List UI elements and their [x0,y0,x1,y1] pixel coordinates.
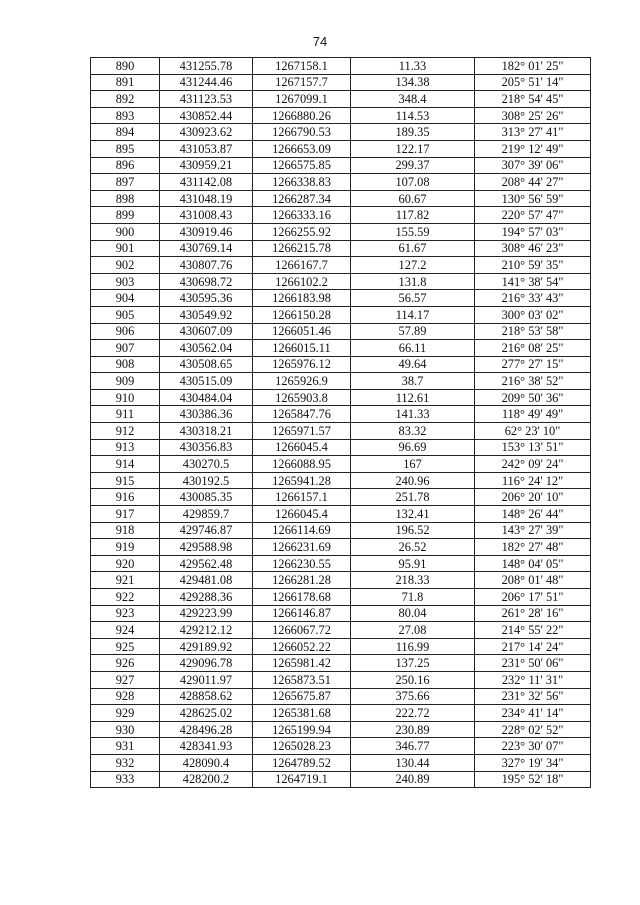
table-row [91,539,591,556]
bearing-cell: 182° 01' 25" [475,58,591,75]
bearing-cell: 218° 53' 58" [475,323,591,340]
table-row [91,754,591,771]
distance-cell: 218.33 [351,572,475,589]
bearing-cell: 141° 38' 54" [475,273,591,290]
bearing-cell: 153° 13' 51" [475,439,591,456]
point-number-cell: 930 [91,721,160,738]
table-row [91,688,591,705]
y-coordinate-cell: 1266338.83 [253,174,351,191]
table-row [91,140,591,157]
x-coordinate-cell: 428341.93 [160,738,253,755]
table-row [91,472,591,489]
point-number-cell: 928 [91,688,160,705]
point-number-cell: 901 [91,240,160,257]
bearing-cell: 232° 11' 31" [475,671,591,688]
bearing-cell: 116° 24' 12" [475,472,591,489]
bearing-cell: 218° 54' 45" [475,91,591,108]
bearing-cell: 242° 09' 24" [475,456,591,473]
distance-cell: 83.32 [351,423,475,440]
y-coordinate-cell: 1266231.69 [253,539,351,556]
y-coordinate-cell: 1266167.7 [253,257,351,274]
y-coordinate-cell: 1266102.2 [253,273,351,290]
distance-cell: 57.89 [351,323,475,340]
bearing-cell: 216° 33' 43" [475,290,591,307]
x-coordinate-cell: 429096.78 [160,655,253,672]
x-coordinate-cell: 430769.14 [160,240,253,257]
point-number-cell: 899 [91,207,160,224]
x-coordinate-cell: 428496.28 [160,721,253,738]
bearing-cell: 313° 27' 41" [475,124,591,141]
y-coordinate-cell: 1266045.4 [253,439,351,456]
point-number-cell: 919 [91,539,160,556]
table-row [91,638,591,655]
table-row [91,257,591,274]
distance-cell: 230.89 [351,721,475,738]
distance-cell: 122.17 [351,140,475,157]
table-row [91,174,591,191]
table-row [91,157,591,174]
distance-cell: 26.52 [351,539,475,556]
table-row [91,290,591,307]
table-row [91,738,591,755]
table-row [91,190,591,207]
y-coordinate-cell: 1264789.52 [253,754,351,771]
y-coordinate-cell: 1265675.87 [253,688,351,705]
x-coordinate-cell: 430959.21 [160,157,253,174]
bearing-cell: 205° 51' 14" [475,74,591,91]
distance-cell: 107.08 [351,174,475,191]
x-coordinate-cell: 430595.36 [160,290,253,307]
point-number-cell: 900 [91,223,160,240]
bearing-cell: 216° 08' 25" [475,340,591,357]
table-row [91,74,591,91]
bearing-cell: 216° 38' 52" [475,373,591,390]
point-number-cell: 926 [91,655,160,672]
y-coordinate-cell: 1266287.34 [253,190,351,207]
bearing-cell: 277° 27' 15" [475,356,591,373]
table-row [91,622,591,639]
x-coordinate-cell: 430508.65 [160,356,253,373]
table-row [91,124,591,141]
point-number-cell: 892 [91,91,160,108]
y-coordinate-cell: 1265941.28 [253,472,351,489]
point-number-cell: 911 [91,406,160,423]
bearing-cell: 143° 27' 39" [475,522,591,539]
y-coordinate-cell: 1266333.16 [253,207,351,224]
table-row [91,555,591,572]
distance-cell: 116.99 [351,638,475,655]
y-coordinate-cell: 1265028.23 [253,738,351,755]
bearing-cell: 219° 12' 49" [475,140,591,157]
bearing-cell: 195° 52' 18" [475,771,591,788]
x-coordinate-cell: 430549.92 [160,306,253,323]
distance-cell: 134.38 [351,74,475,91]
bearing-cell: 208° 44' 27" [475,174,591,191]
distance-cell: 222.72 [351,705,475,722]
y-coordinate-cell: 1266790.53 [253,124,351,141]
x-coordinate-cell: 429189.92 [160,638,253,655]
x-coordinate-cell: 429588.98 [160,539,253,556]
x-coordinate-cell: 430085.35 [160,489,253,506]
y-coordinate-cell: 1266230.55 [253,555,351,572]
bearing-cell: 308° 46' 23" [475,240,591,257]
table-row [91,721,591,738]
bearing-cell: 223° 30' 07" [475,738,591,755]
distance-cell: 96.69 [351,439,475,456]
bearing-cell: 234° 41' 14" [475,705,591,722]
table-row [91,240,591,257]
bearing-cell: 231° 32' 56" [475,688,591,705]
table-row [91,705,591,722]
x-coordinate-cell: 429746.87 [160,522,253,539]
x-coordinate-cell: 429223.99 [160,605,253,622]
bearing-cell: 214° 55' 22" [475,622,591,639]
x-coordinate-cell: 430562.04 [160,340,253,357]
bearing-cell: 220° 57' 47" [475,207,591,224]
distance-cell: 155.59 [351,223,475,240]
x-coordinate-cell: 431123.53 [160,91,253,108]
point-number-cell: 920 [91,555,160,572]
bearing-cell: 206° 20' 10" [475,489,591,506]
distance-cell: 141.33 [351,406,475,423]
table-row [91,323,591,340]
y-coordinate-cell: 1266281.28 [253,572,351,589]
x-coordinate-cell: 428200.2 [160,771,253,788]
table-row [91,439,591,456]
x-coordinate-cell: 430515.09 [160,373,253,390]
distance-cell: 27.08 [351,622,475,639]
y-coordinate-cell: 1266146.87 [253,605,351,622]
point-number-cell: 927 [91,671,160,688]
page-number: 74 [312,34,328,49]
point-number-cell: 904 [91,290,160,307]
y-coordinate-cell: 1265903.8 [253,389,351,406]
bearing-cell: 148° 26' 44" [475,506,591,523]
x-coordinate-cell: 430919.46 [160,223,253,240]
point-number-cell: 913 [91,439,160,456]
x-coordinate-cell: 429288.36 [160,589,253,606]
table-row [91,340,591,357]
x-coordinate-cell: 430356.83 [160,439,253,456]
bearing-cell: 228° 02' 52" [475,721,591,738]
table-row [91,389,591,406]
x-coordinate-cell: 430852.44 [160,107,253,124]
y-coordinate-cell: 1267158.1 [253,58,351,75]
table-row [91,107,591,124]
table-row [91,671,591,688]
point-number-cell: 893 [91,107,160,124]
table-row [91,655,591,672]
table-row [91,91,591,108]
x-coordinate-cell: 429011.97 [160,671,253,688]
distance-cell: 114.17 [351,306,475,323]
y-coordinate-cell: 1266178.68 [253,589,351,606]
bearing-cell: 261° 28' 16" [475,605,591,622]
y-coordinate-cell: 1266045.4 [253,506,351,523]
x-coordinate-cell: 431053.87 [160,140,253,157]
y-coordinate-cell: 1266114.69 [253,522,351,539]
y-coordinate-cell: 1265847.76 [253,406,351,423]
distance-cell: 127.2 [351,257,475,274]
table-row [91,605,591,622]
bearing-cell: 62° 23' 10" [475,423,591,440]
x-coordinate-cell: 430270.5 [160,456,253,473]
point-number-cell: 896 [91,157,160,174]
point-number-cell: 894 [91,124,160,141]
point-number-cell: 917 [91,506,160,523]
distance-cell: 95.91 [351,555,475,572]
y-coordinate-cell: 1265199.94 [253,721,351,738]
bearing-cell: 300° 03' 02" [475,306,591,323]
point-number-cell: 932 [91,754,160,771]
y-coordinate-cell: 1266157.1 [253,489,351,506]
table-row [91,489,591,506]
table-row [91,423,591,440]
x-coordinate-cell: 430807.76 [160,257,253,274]
table-row [91,506,591,523]
point-number-cell: 906 [91,323,160,340]
bearing-cell: 182° 27' 48" [475,539,591,556]
bearing-cell: 130° 56' 59" [475,190,591,207]
y-coordinate-cell: 1266067.72 [253,622,351,639]
point-number-cell: 923 [91,605,160,622]
table-row [91,522,591,539]
distance-cell: 346.77 [351,738,475,755]
point-number-cell: 890 [91,58,160,75]
bearing-cell: 194° 57' 03" [475,223,591,240]
distance-cell: 56.57 [351,290,475,307]
x-coordinate-cell: 428090.4 [160,754,253,771]
table-row [91,572,591,589]
bearing-cell: 307° 39' 06" [475,157,591,174]
table-row [91,406,591,423]
distance-cell: 60.67 [351,190,475,207]
bearing-cell: 217° 14' 24" [475,638,591,655]
y-coordinate-cell: 1265926.9 [253,373,351,390]
x-coordinate-cell: 431048.19 [160,190,253,207]
point-number-cell: 918 [91,522,160,539]
point-number-cell: 925 [91,638,160,655]
point-number-cell: 891 [91,74,160,91]
y-coordinate-cell: 1265981.42 [253,655,351,672]
distance-cell: 375.66 [351,688,475,705]
point-number-cell: 903 [91,273,160,290]
bearing-cell: 206° 17' 51" [475,589,591,606]
x-coordinate-cell: 428625.02 [160,705,253,722]
point-number-cell: 910 [91,389,160,406]
table-row [91,58,591,75]
x-coordinate-cell: 431244.46 [160,74,253,91]
coordinates-table [90,57,591,788]
x-coordinate-cell: 430923.62 [160,124,253,141]
point-number-cell: 915 [91,472,160,489]
bearing-cell: 308° 25' 26" [475,107,591,124]
coordinates-table-body [91,58,591,788]
bearing-cell: 327° 19' 34" [475,754,591,771]
point-number-cell: 929 [91,705,160,722]
bearing-cell: 231° 50' 06" [475,655,591,672]
y-coordinate-cell: 1266653.09 [253,140,351,157]
bearing-cell: 209° 50' 36" [475,389,591,406]
distance-cell: 250.16 [351,671,475,688]
x-coordinate-cell: 429212.12 [160,622,253,639]
point-number-cell: 897 [91,174,160,191]
x-coordinate-cell: 431008.43 [160,207,253,224]
point-number-cell: 924 [91,622,160,639]
y-coordinate-cell: 1266051.46 [253,323,351,340]
bearing-cell: 208° 01' 48" [475,572,591,589]
distance-cell: 38.7 [351,373,475,390]
x-coordinate-cell: 429481.08 [160,572,253,589]
distance-cell: 117.82 [351,207,475,224]
distance-cell: 130.44 [351,754,475,771]
distance-cell: 132.41 [351,506,475,523]
distance-cell: 66.11 [351,340,475,357]
distance-cell: 299.37 [351,157,475,174]
x-coordinate-cell: 430698.72 [160,273,253,290]
distance-cell: 11.33 [351,58,475,75]
point-number-cell: 902 [91,257,160,274]
x-coordinate-cell: 428858.62 [160,688,253,705]
point-number-cell: 931 [91,738,160,755]
bearing-cell: 148° 04' 05" [475,555,591,572]
table-row [91,207,591,224]
table-row [91,589,591,606]
point-number-cell: 921 [91,572,160,589]
y-coordinate-cell: 1265971.57 [253,423,351,440]
point-number-cell: 916 [91,489,160,506]
point-number-cell: 909 [91,373,160,390]
y-coordinate-cell: 1265381.68 [253,705,351,722]
bearing-cell: 210° 59' 35" [475,257,591,274]
table-row [91,306,591,323]
point-number-cell: 908 [91,356,160,373]
y-coordinate-cell: 1266215.78 [253,240,351,257]
table-row [91,456,591,473]
distance-cell: 131.8 [351,273,475,290]
x-coordinate-cell: 431255.78 [160,58,253,75]
y-coordinate-cell: 1266255.92 [253,223,351,240]
y-coordinate-cell: 1266052.22 [253,638,351,655]
distance-cell: 112.61 [351,389,475,406]
point-number-cell: 914 [91,456,160,473]
table-row [91,223,591,240]
distance-cell: 196.52 [351,522,475,539]
y-coordinate-cell: 1267157.7 [253,74,351,91]
point-number-cell: 922 [91,589,160,606]
table-row [91,273,591,290]
y-coordinate-cell: 1266575.85 [253,157,351,174]
table-row [91,356,591,373]
x-coordinate-cell: 430318.21 [160,423,253,440]
x-coordinate-cell: 429562.48 [160,555,253,572]
point-number-cell: 907 [91,340,160,357]
distance-cell: 137.25 [351,655,475,672]
x-coordinate-cell: 430484.04 [160,389,253,406]
y-coordinate-cell: 1265873.51 [253,671,351,688]
y-coordinate-cell: 1264719.1 [253,771,351,788]
distance-cell: 240.96 [351,472,475,489]
distance-cell: 167 [351,456,475,473]
point-number-cell: 895 [91,140,160,157]
distance-cell: 240.89 [351,771,475,788]
y-coordinate-cell: 1266880.26 [253,107,351,124]
y-coordinate-cell: 1266150.28 [253,306,351,323]
y-coordinate-cell: 1265976.12 [253,356,351,373]
point-number-cell: 912 [91,423,160,440]
distance-cell: 71.8 [351,589,475,606]
table-row [91,373,591,390]
distance-cell: 348.4 [351,91,475,108]
distance-cell: 114.53 [351,107,475,124]
y-coordinate-cell: 1266088.95 [253,456,351,473]
point-number-cell: 898 [91,190,160,207]
x-coordinate-cell: 430192.5 [160,472,253,489]
distance-cell: 80.04 [351,605,475,622]
y-coordinate-cell: 1266015.11 [253,340,351,357]
y-coordinate-cell: 1267099.1 [253,91,351,108]
table-row [91,771,591,788]
y-coordinate-cell: 1266183.98 [253,290,351,307]
distance-cell: 49.64 [351,356,475,373]
distance-cell: 189.35 [351,124,475,141]
distance-cell: 61.67 [351,240,475,257]
point-number-cell: 905 [91,306,160,323]
distance-cell: 251.78 [351,489,475,506]
x-coordinate-cell: 430386.36 [160,406,253,423]
x-coordinate-cell: 430607.09 [160,323,253,340]
bearing-cell: 118° 49' 49" [475,406,591,423]
x-coordinate-cell: 429859.7 [160,506,253,523]
point-number-cell: 933 [91,771,160,788]
x-coordinate-cell: 431142.08 [160,174,253,191]
